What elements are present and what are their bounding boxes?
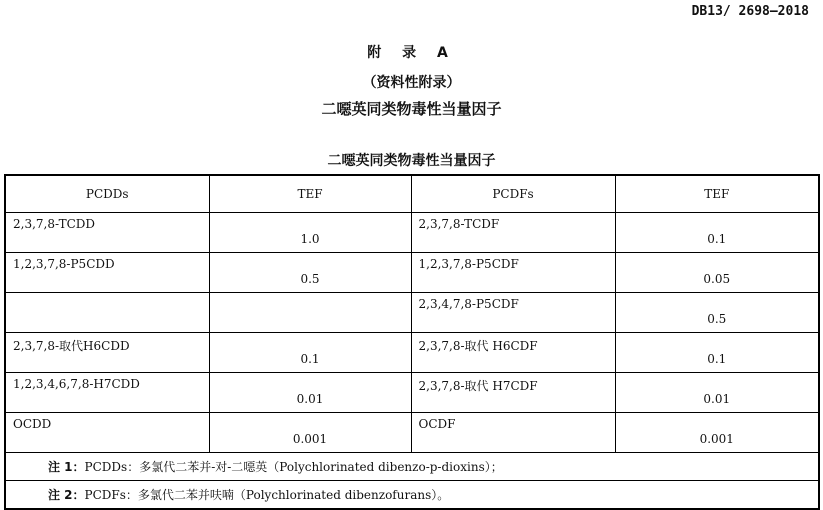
pcdf-tef-cell: 0.5: [615, 293, 819, 333]
table-row: [5, 333, 819, 373]
pcdd-tef-cell: 0.01: [209, 373, 411, 413]
table-caption: 二噁英同类物毒性当量因子: [327, 153, 496, 169]
table-row: [5, 413, 819, 453]
pcdf-cell: 2,3,7,8-取代 H6CDF: [411, 333, 615, 373]
note-row: [5, 481, 819, 510]
note-row: [5, 453, 819, 481]
pcdf-tef-cell: 0.1: [615, 213, 819, 253]
table-row: [5, 293, 819, 333]
pcdd-tef-cell: [209, 293, 411, 333]
pcdd-tef-cell: 0.1: [209, 333, 411, 373]
appendix-title: 附 录 A: [367, 45, 456, 61]
note-1: [5, 453, 819, 481]
header-tef-pcdd: TEF: [209, 175, 411, 213]
pcdd-cell: 1,2,3,4,6,7,8-H7CDD: [5, 373, 209, 413]
table-row: [5, 213, 819, 253]
header-tef-pcdf: TEF: [615, 175, 819, 213]
pcdf-tef-cell: 0.05: [615, 253, 819, 293]
table-row: [5, 253, 819, 293]
section-title: 二噁英同类物毒性当量因子: [321, 100, 502, 118]
pcdd-cell: 2,3,7,8-取代H6CDD: [5, 333, 209, 373]
pcdf-cell: 2,3,7,8-TCDF: [411, 213, 615, 253]
pcdd-tef-cell: 0.5: [209, 253, 411, 293]
pcdf-cell: OCDF: [411, 413, 615, 453]
note-1-text: PCDDs：多氯代二苯并-对-二噁英（Polychlorinated dibenzo-p-dioxins）；: [84, 460, 503, 474]
pcdd-tef-cell: 0.001: [209, 413, 411, 453]
note-1-label: 注 1：: [48, 460, 85, 474]
table-row: [5, 373, 819, 413]
pcdf-tef-cell: 0.1: [615, 333, 819, 373]
pcdd-tef-cell: 1.0: [209, 213, 411, 253]
pcdf-tef-cell: 0.01: [615, 373, 819, 413]
header-pcdfs: PCDFs: [411, 175, 615, 213]
pcdd-cell: OCDD: [5, 413, 209, 453]
pcdd-cell: 2,3,7,8-TCDD: [5, 213, 209, 253]
pcdd-cell: 1,2,3,7,8-P5CDD: [5, 253, 209, 293]
note-2-text: PCDFs：多氯代二苯并呋喃（Polychlorinated dibenzofurans）。: [84, 488, 450, 502]
note-2-label: 注 2：: [48, 488, 85, 502]
pcdf-cell: 1,2,3,7,8-P5CDF: [411, 253, 615, 293]
pcdf-tef-cell: 0.001: [615, 413, 819, 453]
pcdd-cell: [5, 293, 209, 333]
tef-table: [4, 174, 820, 510]
document-id: DB13/ 2698—2018: [691, 4, 809, 19]
note-2: [5, 481, 819, 510]
pcdf-cell: 2,3,7,8-取代 H7CDF: [411, 373, 615, 413]
pcdf-cell: 2,3,4,7,8-P5CDF: [411, 293, 615, 333]
appendix-subtitle: （资料性附录）: [362, 75, 461, 91]
table-header-row: [5, 175, 819, 213]
header-pcdds: PCDDs: [5, 175, 209, 213]
